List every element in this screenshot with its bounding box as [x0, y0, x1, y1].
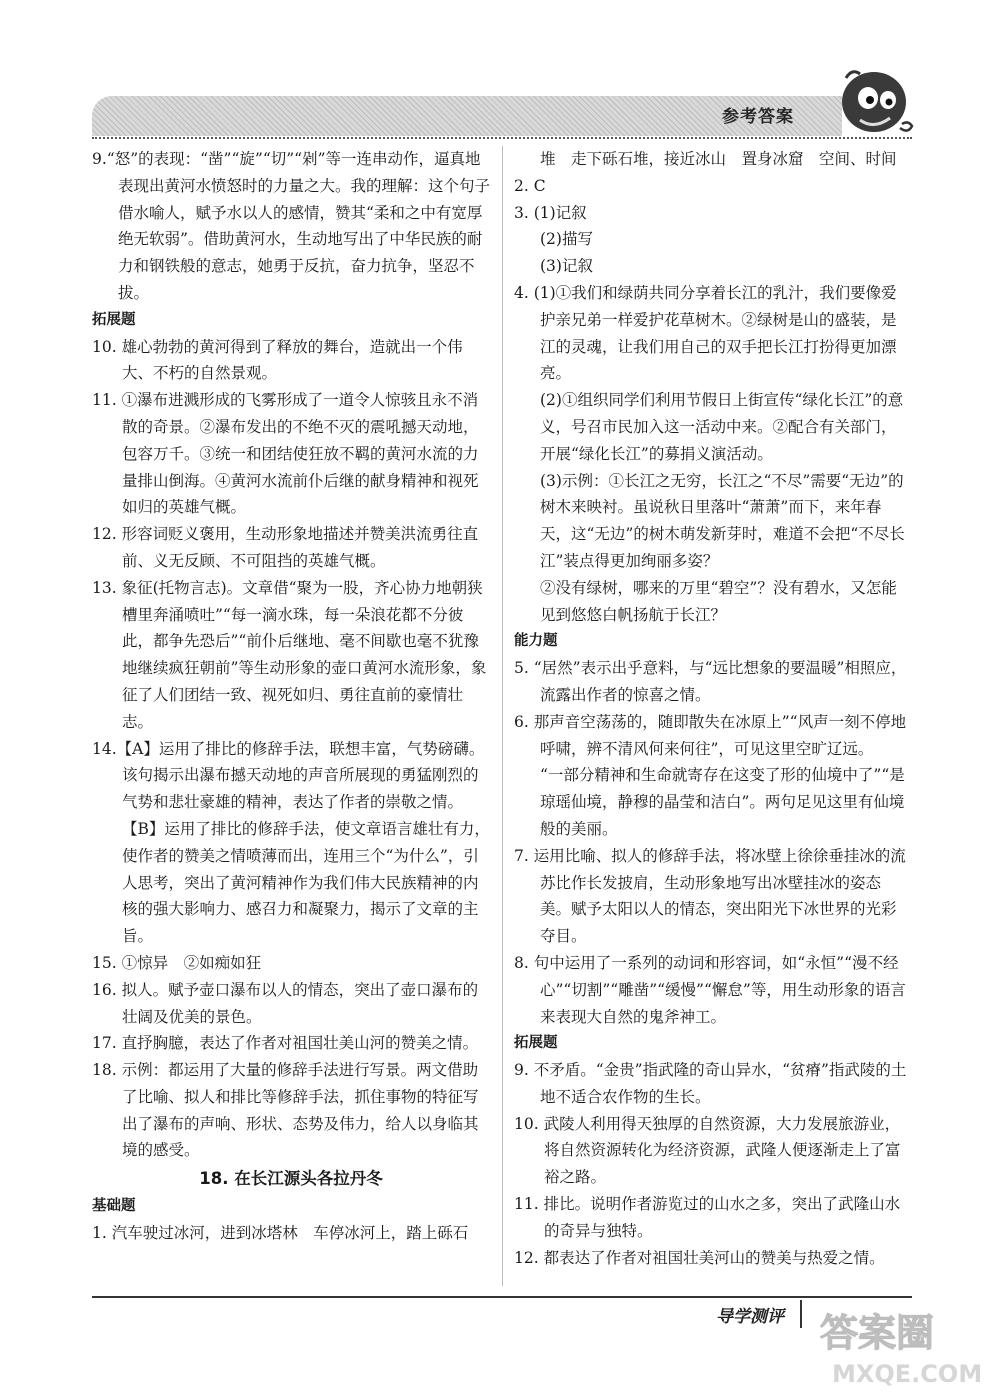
chapter-answer-9: 9. 不矛盾。“金贵”指武隆的奇山异水，“贫瘠”指武陵的土地不适合农作物的生长。	[514, 1061, 907, 1106]
ability-heading: 能力题	[514, 633, 558, 650]
right-column	[514, 146, 910, 1271]
chapter-answer-8: 8. 句中运用了一系列的动词和形容词，如“永恒”“漫不经心”“切割”“雕凿”“缓慢”“懈怠”等，用生动形象的语言来表现大自然的鬼斧神工。	[514, 953, 906, 1026]
header-divider	[92, 137, 912, 139]
mascot-icon	[830, 58, 920, 148]
extension-heading-2: 拓展题	[514, 1035, 558, 1052]
chapter-answer-1: 1. 汽车驶过冰河，进到冰塔林 车停冰河上，踏上砾石	[92, 1223, 469, 1242]
left-column	[92, 146, 490, 1247]
chapter-answer-7: 7. 运用比喻、拟人的修辞手法，将冰壁上徐徐垂挂冰的流苏比作长发披肩，生动形象地写出冰壁挂冰的姿态美。赋予太阳以人的情态，突出阳光下冰世界的光彩夺目。	[514, 846, 906, 946]
answer-17: 17. 直抒胸臆，表达了作者对祖国壮美山河的赞美之情。	[92, 1034, 479, 1053]
chapter-answer-5: 5. “居然”表示出乎意料，与“远比想象的要温暖”相照应，流露出作者的惊喜之情。	[514, 659, 907, 704]
chapter-answer-4-3: (3)示例：①长江之无穷，长江之“不尽”需要“无边”的树木来映衬。虽说秋日里落叶“萧萧”而下，来年春天，这“无边”的树木萌发新芽时，难道不会把“不尽长江”装点得更加绚丽多姿？	[540, 471, 905, 570]
chapter-answer-3-2: (2)描写	[540, 230, 593, 249]
answer-14a: 14.【A】运用了排比的修辞手法，联想丰富，气势磅礴。该句揭示出瀑布撼天动地的声音所展现的勇猛刚烈的气势和悲壮豪雄的精神，表达了作者的崇敬之情。	[92, 739, 485, 812]
header-title: 参考答案	[722, 107, 794, 127]
watermark-url: MXQE.COM	[832, 1360, 983, 1388]
answer-15: 15. ①惊异 ②如痴如狂	[92, 953, 262, 972]
chapter-answer-1-cont: 堆 走下砾石堆，接近冰山 置身冰窟 空间、时间	[540, 150, 897, 168]
chapter-answer-11: 11. 排比。说明作者游览过的山水之多，突出了武隆山水的奇异与独特。	[514, 1195, 901, 1240]
chapter-answer-6: 6. 那声音空荡荡的，随即散失在冰原上”“风声一刻不停地呼啸，辨不清风何来何往”，可见这里空旷辽远。	[514, 712, 907, 758]
chapter-answer-6-b: “一部分精神和生命就寄存在这变了形的仙境中了”“是琼瑶仙境，静穆的晶莹和洁白”。两句足见这里有仙境般的美丽。	[540, 766, 905, 838]
chapter-answer-10: 10. 武陵人利用得天独厚的自然资源，大力发展旅游业，将自然资源转化为经济资源，武隆人便逐渐走上了富裕之路。	[514, 1114, 901, 1187]
answer-14b: 【B】运用了排比的修辞手法，使文章语言雄壮有力，使作者的赞美之情喷薄而出，连用三个“为什么”，引人思考，突出了黄河精神作为我们伟大民族精神的内核的强大影响力、感召力和凝聚力，揭示了文章的主旨。	[122, 819, 490, 946]
basic-heading: 基础题	[92, 1198, 136, 1215]
answer-16: 16. 拟人。赋予壶口瀑布以人的情态，突出了壶口瀑布的壮阔及优美的景色。	[92, 980, 479, 1026]
extension-heading: 拓展题	[92, 311, 136, 328]
chapter-answer-4-2: (2)①组织同学们利用节假日上街宣传“绿化长江”的意义，号召市民加入这一活动中来。②配合有关部门，开展“绿化长江”的募捐义演活动。	[540, 391, 904, 463]
chapter-title: 18. 在长江源头各拉丹冬	[199, 1169, 383, 1189]
chapter-answer-3-3: (3)记叙	[540, 257, 593, 276]
column-divider	[502, 146, 503, 1286]
answer-10: 10. 雄心勃勃的黄河得到了释放的舞台，造就出一个伟大、不朽的自然景观。	[92, 337, 463, 383]
answer-11: 11. ①瀑布进溅形成的飞雾形成了一道令人惊骇且永不消散的奇景。②瀑布发出的不绝不灭的震吼撼天动地，包容万千。③统一和团结使狂放不羁的黄河水流的力量排山倒海。④黄河水流前仆后继的献身精神和视死如归的英雄气概。	[92, 391, 479, 517]
answer-18: 18. 示例：都运用了大量的修辞手法进行写景。两文借助了比喻、拟人和排比等修辞手法，抓住事物的特征写出了瀑布的声响、形状、态势及伟力，给人以身临其境的感受。	[92, 1061, 479, 1160]
watermark-logo	[812, 1300, 992, 1390]
answer-13: 13. 象征(托物言志)。文章借“聚为一股，齐心协力地朝狭槽里奔涌喷吐”“每一滴水珠，每一朵浪花都不分彼此，都争先恐后”“前仆后继地、毫不间歇也毫不犹豫地继续疯狂朝前”等生动形象的壶口黄河水流形象，象征了人们团结一致、视死如归、勇往直前的豪情壮志。	[92, 578, 487, 731]
answer-9: 9.“怒”的表现：“凿”“旋”“切”“剁”等一连串动作，逼真地表现出黄河水愤怒时的力量之大。我的理解：这个句子借水喻人，赋予水以人的感情，赞其“柔和之中有宽厚绝无软弱”。借助黄河水，生动地写出了中华民族的耐力和钢铁般的意志，她勇于反抗，奋力抗争，坚忍不拔。	[92, 150, 491, 302]
chapter-answer-4-4: ②没有绿树，哪来的万里“碧空”？没有碧水，又怎能见到悠悠白帆扬航于长江？	[540, 578, 897, 624]
footer-divider	[92, 1296, 912, 1298]
answer-12: 12. 形容词贬义褒用，生动形象地描述并赞美洪流勇往直前、义无反顾、不可阻挡的英雄气概。	[92, 525, 479, 570]
footer-separator	[800, 1300, 802, 1328]
chapter-answer-4-1: 4. (1)①我们和绿荫共同分享着长江的乳汁，我们要像爱护亲兄弟一样爱护花草树木。②绿树是山的盛装，是江的灵魂，让我们用自己的双手把长江打扮得更加漂亮。	[514, 283, 897, 383]
chapter-answer-2: 2. C	[514, 176, 546, 195]
chapter-answer-12: 12. 都表达了作者对祖国壮美河山的赞美与热爱之情。	[514, 1248, 885, 1267]
chapter-answer-3-1: 3. (1)记叙	[514, 203, 587, 222]
watermark-text: 答案圈	[820, 1311, 935, 1355]
footer-brand: 导学测评	[716, 1307, 784, 1327]
